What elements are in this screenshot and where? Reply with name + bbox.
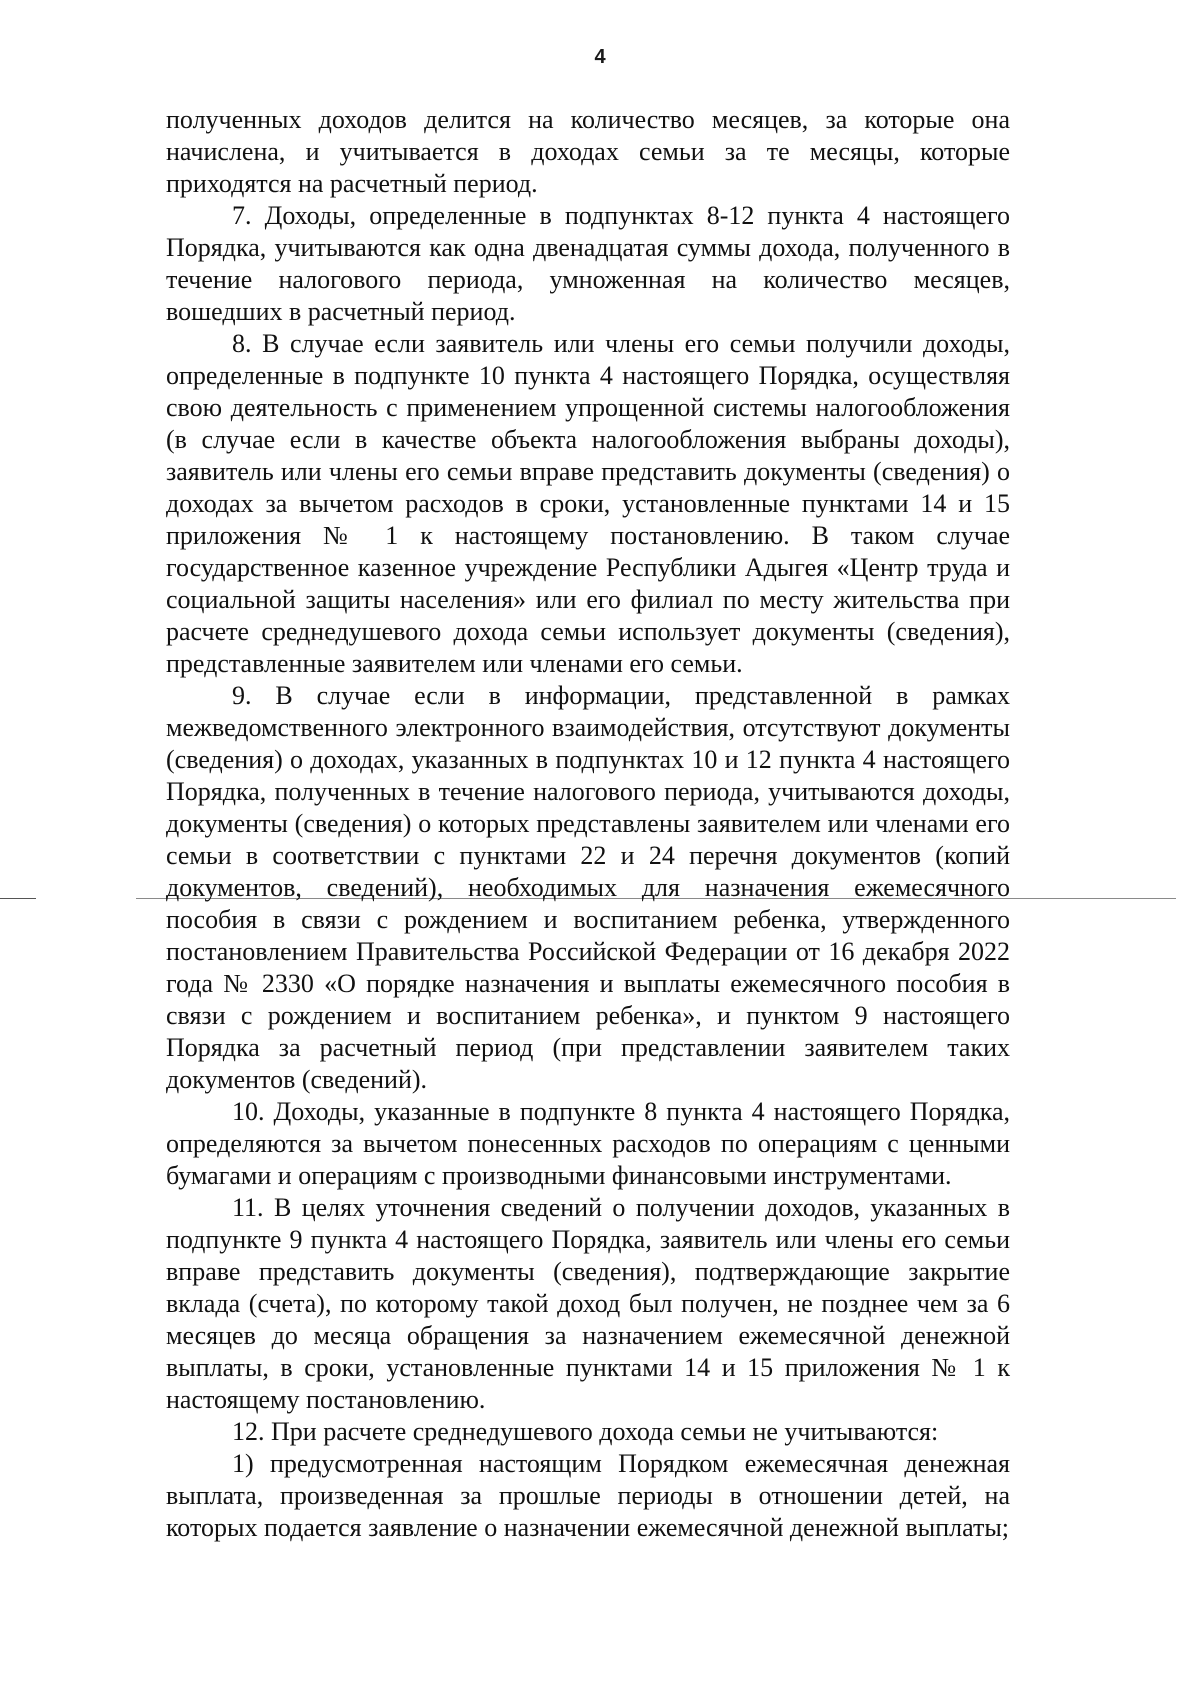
- document-body: [166, 104, 1010, 1544]
- paragraph-11: 11. В целях уточнения сведений о получении доходов, указанных в подпункте 9 пункта 4 настоящего Порядка, заявитель или члены его семьи вправе представить документы (сведения), подтверждающие закрытие вклада (счета), по которому такой доход был получен, не позднее чем за 6 месяцев до месяца обращения за назначением ежемесячной денежной выплаты, в сроки, установленные пунктами 14 и 15 приложения № 1 к настоящему постановлению.: [166, 1193, 1010, 1414]
- paragraph-12: 12. При расчете среднедушевого дохода семьи не учитываются:: [232, 1417, 939, 1446]
- paragraph-12-item-1: 1) предусмотренная настоящим Порядком ежемесячная денежная выплата, произведенная за прошлые периоды в отношении детей, на которых подается заявление о назначении ежемесячной денежной выплаты;: [166, 1449, 1010, 1542]
- paragraph-8: 8. В случае если заявитель или члены его семьи получили доходы, определенные в подпункте 10 пункта 4 настоящего Порядка, осуществляя свою деятельность с применением упрощенной системы налогообложения (в случае если в качестве объекта налогообложения выбраны доходы), заявитель или члены его семьи вправе представить документы (сведения) о доходах за вычетом расходов в сроки, установленные пунктами 14 и 15 приложения № 1 к настоящему постановлению. В таком случае государственное казенное учреждение Республики Адыгея «Центр труда и социальной защиты населения» или его филиал по месту жительства при расчете среднедушевого дохода семьи использует документы (сведения), представленные заявителем или членами его семьи.: [166, 329, 1010, 678]
- paragraph-continuation: полученных доходов делится на количество месяцев, за которые она начислена, и учитывается в доходах семьи за те месяцы, которые приходятся на расчетный период.: [166, 105, 1010, 198]
- paragraph-9: 9. В случае если в информации, представленной в рамках межведомственного электронного взаимодействия, отсутствуют документы (сведения) о доходах, указанных в подпунктах 10 и 12 пункта 4 настоящего Порядка, полученных в течение налогового периода, учитываются доходы, документы (сведения) о которых представлены заявителем или членами его семьи в соответствии с пунктами 22 и 24 перечня документов (копий документов, сведений), необходимых для назначения ежемесячного пособия в связи с рождением и воспитанием ребенка, утвержденного постановлением Правительства Российской Федерации от 16 декабря 2022 года № 2330 «О порядке назначения и выплаты ежемесячного пособия в связи с рождением и воспитанием ребенка», и пунктом 9 настоящего Порядка за расчетный период (при представлении заявителем таких документов (сведений).: [166, 681, 1010, 1094]
- page-number: 4: [594, 46, 606, 68]
- scan-artifact-line-left: [0, 898, 36, 899]
- paragraph-7: 7. Доходы, определенные в подпунктах 8-12 пункта 4 настоящего Порядка, учитываются как одна двенадцатая суммы дохода, полученного в течение налогового периода, умноженная на количество месяцев, вошедших в расчетный период.: [166, 201, 1010, 326]
- paragraph-10: 10. Доходы, указанные в подпункте 8 пункта 4 настоящего Порядка, определяются за вычетом понесенных расходов по операциям с ценными бумагами и операциям с производными финансовыми инструментами.: [166, 1097, 1010, 1190]
